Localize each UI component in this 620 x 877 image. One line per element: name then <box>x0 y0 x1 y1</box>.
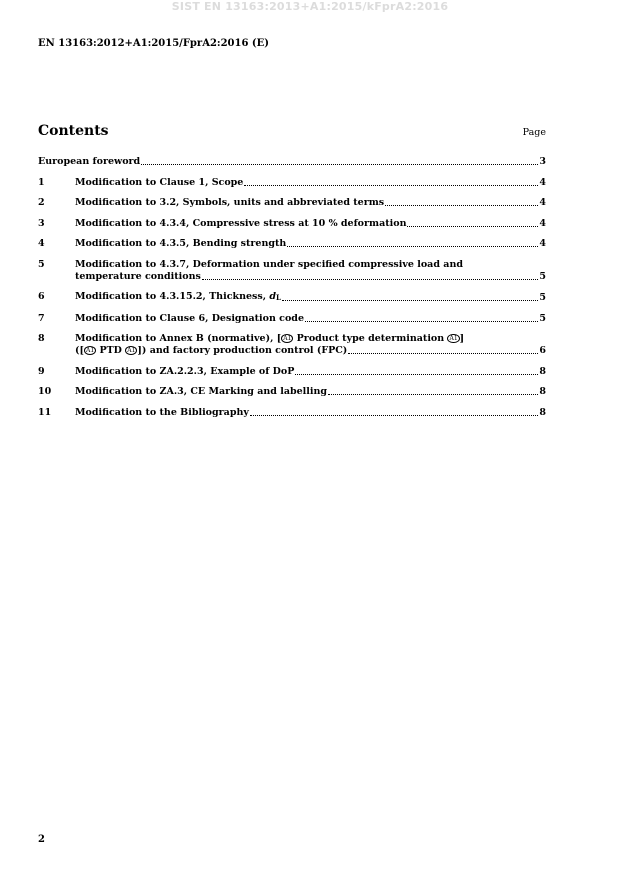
toc-entry-page: 8 <box>539 406 546 418</box>
toc-entry-number: 9 <box>38 365 45 377</box>
toc-entry-text <box>75 333 546 345</box>
dot-leader <box>287 246 538 247</box>
dot-leader <box>282 300 538 301</box>
dot-leader <box>385 205 538 206</box>
toc-entry-number: 6 <box>38 291 45 302</box>
toc-entry-page: 4 <box>539 217 546 229</box>
toc-entry-5[interactable] <box>38 259 546 283</box>
toc-entry-page: 3 <box>539 156 546 167</box>
contents-title: Contents <box>38 123 109 139</box>
toc-entry-page: 8 <box>539 386 546 397</box>
amendment-start-marker-icon: [ A1 <box>276 333 292 344</box>
toc-entry-text: Modification to ZA.3, CE Marking and labelling <box>75 386 328 397</box>
dot-leader <box>407 226 538 227</box>
toc-entry-text-continued: temperature conditions <box>75 270 201 282</box>
toc-entry-8[interactable] <box>38 333 546 357</box>
toc-entry-7[interactable] <box>38 313 546 325</box>
toc-entry-text-part: PTD <box>96 345 126 356</box>
dot-leader <box>141 164 538 165</box>
toc-entry-10[interactable] <box>38 386 546 398</box>
toc-entry-text: Modification to 4.3.4, Compressive stress at 10 % deformation <box>75 217 407 229</box>
dot-leader <box>328 394 538 395</box>
document-identifier: EN 13163:2012+A1:2015/FprA2:2016 (E) <box>38 38 269 49</box>
toc-entry-text: Modification to 4.3.5, Bending strength <box>75 238 287 249</box>
toc-entry-number: 3 <box>38 217 45 229</box>
toc-entry-text: Modification to 3.2, Symbols, units and abbreviated terms <box>75 197 385 208</box>
toc-entry-page: 6 <box>539 345 546 356</box>
toc-entry-6[interactable] <box>38 291 546 304</box>
toc-entry-1[interactable] <box>38 177 546 189</box>
toc-entry-text-continued <box>75 345 347 357</box>
toc-entry-number: 1 <box>38 176 45 188</box>
toc-entry-text-part: ( <box>75 345 80 356</box>
toc-entry-text-part: Modification to Annex B (normative), <box>75 333 277 344</box>
toc-entry-3[interactable] <box>38 218 546 230</box>
toc-entry-text <box>75 291 281 304</box>
page-number: 2 <box>38 834 45 845</box>
toc-entry-text: Modification to 4.3.7, Deformation under specified compressive load and <box>75 258 463 270</box>
toc-entry-page: 4 <box>539 238 546 249</box>
amendment-end-marker-icon: A1 ] <box>127 345 142 356</box>
toc-entry-number: 4 <box>38 238 45 249</box>
table-of-contents <box>38 156 546 427</box>
toc-entry-text-main: Modification to 4.3.15.2, Thickness, <box>75 291 270 302</box>
toc-entry-text: European foreword <box>38 156 141 167</box>
toc-entry-page: 8 <box>539 365 546 377</box>
toc-entry-number: 2 <box>38 197 45 208</box>
toc-entry-page: 5 <box>539 270 546 282</box>
toc-entry-text: Modification to the Bibliography <box>75 406 249 418</box>
dot-leader <box>244 185 538 186</box>
toc-entry-text: Modification to ZA.2.2.3, Example of DoP <box>75 365 295 377</box>
toc-entry-text: Modification to Clause 1, Scope <box>75 176 244 188</box>
toc-entry-4[interactable] <box>38 238 546 250</box>
page-column-label: Page <box>522 127 546 138</box>
toc-entry-number: 10 <box>38 386 52 397</box>
toc-entry-11[interactable] <box>38 407 546 419</box>
toc-entry-page: 4 <box>539 197 546 208</box>
toc-entry-number: 11 <box>38 406 52 418</box>
dot-leader <box>348 353 538 354</box>
amendment-start-marker-icon: [ A1 <box>79 345 95 356</box>
dot-leader <box>295 374 538 375</box>
toc-entry-foreword[interactable] <box>38 156 546 168</box>
toc-entry-9[interactable] <box>38 366 546 378</box>
thickness-symbol: d <box>269 291 276 302</box>
watermark: SIST EN 13163:2013+A1:2015/kFprA2:2016 <box>171 0 449 13</box>
amendment-end-marker-icon: A1 ] <box>449 333 465 344</box>
toc-entry-page: 5 <box>539 292 546 303</box>
dot-leader <box>250 415 538 416</box>
toc-entry-page: 5 <box>539 312 546 324</box>
thickness-subscript: L <box>276 293 281 302</box>
toc-entry-text-part: ) and factory production control (FPC) <box>141 345 348 356</box>
toc-entry-number: 5 <box>38 258 45 270</box>
toc-entry-text: Modification to Clause 6, Designation code <box>75 312 304 324</box>
toc-entry-2[interactable] <box>38 197 546 209</box>
toc-entry-number: 8 <box>38 333 45 344</box>
toc-entry-number: 7 <box>38 312 45 324</box>
toc-entry-page: 4 <box>539 176 546 188</box>
dot-leader <box>202 279 539 280</box>
dot-leader <box>305 321 538 322</box>
toc-entry-text-part: Product type determination <box>293 333 448 344</box>
